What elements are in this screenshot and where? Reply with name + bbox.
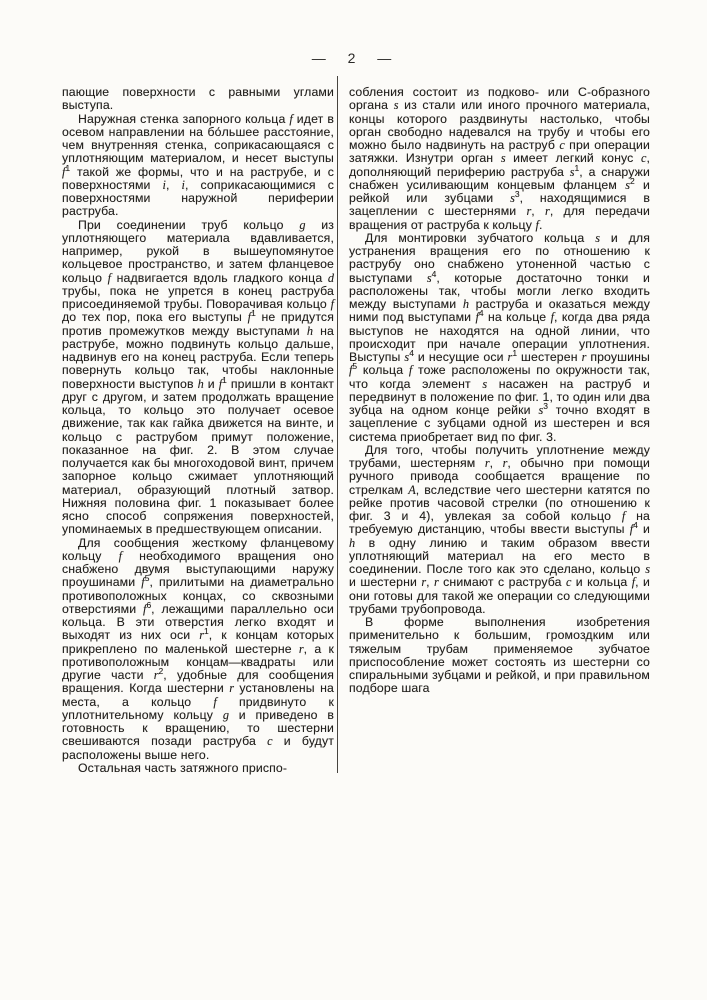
paragraph: Для монтировки зубчатого кольца s и для устранения вращения его по отношению к раструбу оно снабжено утоненной частью с выступами $s^4$, которые достаточно тонки и расположены так, чтобы могли легко входить между выступами h раструба и оказаться между ними под выступами $f^4$ на кольце f, когда два ряда выступов не находятся на одной линии, что происходит при начале операции уплотнения. Выступы $s^4$ и несущие оси $r^1$ шестерен r проушины $f^5$ кольца f тоже расположены по окружности так, что когда элемент s насажен на раструб и передвинут в положение по фиг. 1, то один или два зубца на одном конце рейки $s^3$ точно входят в зацепление с зубцами одной из шестерен и вся система приобретает вид по фиг. 3. xyxy=(349,230,651,444)
text-column-right xyxy=(349,86,650,696)
paragraph: Остальная часть затяжного приспо- xyxy=(78,760,288,775)
paragraph: Для того, чтобы получить уплотнение между трубами, шестерням r, r, обычно при помощи ручного привода сообщается вращение по стрелкам A, вследствие чего шестерни катятся по рейке против часовой стрелки (по отношению к фиг. 3 и 4), увлекая за собой кольцо f на требуемую дистанцию, чтобы ввести выступы $f^4$ и h в одну линию и таким образом ввести уплотняющий материал на его место в соединении. После того как это сделано, кольцо s и шестерни r, r снимают с раструба c и кольца f, и они готовы для такой же операции со следующими трубами трубопровода. xyxy=(349,442,651,616)
paragraph: Для сообщения жесткому фланцевому кольцу f необходимого вращения оно снабжено двумя выступающими наружу проушинами $f^5$, прилитыми на диаметрально противоположных концах, со сквозными отверстиями $f^6$, лежащими параллельно оси кольца. В эти отверстия легко входят и выходят из них оси $r^1$, к концам которых прикреплено по маленькой шестерне r, а к противоположным концам—квадраты или другие части $r^2$, удобные для сообщения вращения. Когда шестерни r установлены на места, а кольцо f придвинуто к уплотнительному кольцу g и приведено в готовность к вращению, то шестерни свешиваются позади раструба c и будут расположены выше него. xyxy=(62,535,335,762)
page-number: — 2 — xyxy=(311,50,396,66)
paragraph: При соединении труб кольцо g из уплотняющего материала вдавливается, например, рукой в вышеупомянутое кольцевое пространство, и затем фланцевое кольцо f надвигается вдоль гладкого конца d трубы, пока не упрется в конец раструба присоединяемой трубы. Поворачивая кольцо f до тех пор, пока его выступы $f^1$ не придутся против промежутков между выступами h на раструбе, можно подвинуть кольцо дальше, надвинув его на конец раструба. Если теперь повернуть кольцо так, чтобы наклонные поверхности выступов h и $f^1$ пришли в контакт друг с другом, и затем продолжать вращение кольца, то кольцо это получает осевое движение, так как гайка движется на винте, и кольцо с раструбом примут положение, показанное на фиг. 2. В этом случае получается как бы многоходовой винт, причем запорное кольцо сжимает уплотняющий материал, образующий плотный затвор. Нижняя половина фиг. 1 показывает более ясно способ сопряжения поверхностей, упоминаемых в предшествующем описании. xyxy=(62,217,335,537)
paragraph: В форме выполнения изобретения применительно к большим, громоздким или тяжелым трубам применяемое зубчатое приспособление может состоять из шестерни со спиральными зубцами и рейкой, и при правильном подборе шага xyxy=(349,615,650,696)
paragraph: собления состоит из подково- или С-образного органа s из стали или иного прочного материала, концы которого раздвинуты настолько, чтобы орган свободно надевался на трубу и чтобы его можно было надвинуть на раструб c при операции затяжки. Изнутри орган s имеет легкий конус c, дополняющий периферию раструба $s^1$, а снаружи снабжен усиливающим концевым фланцем $s^2$ и рейкой или зубцами $s^3$, находящимися в зацеплении с шестернями r, r, для передачи вращения от раструба к кольцу f. xyxy=(349,85,650,232)
text-column-left xyxy=(62,86,334,775)
paragraph: пающие поверхности с равными углами выступа. xyxy=(62,85,334,113)
column-divider-rule xyxy=(337,76,338,773)
paragraph: Наружная стенка запорного кольца f идет в осевом направлении на бо́льшее расстояние, чем внутренняя стенка, соприкасающаяся с уплотняющим материалом, и несет выступы $f^1$ такой же формы, что и на раструбе, и с поверхностями i, i, соприкасающимися с поверхностями наружной периферии раструба. xyxy=(62,111,334,219)
